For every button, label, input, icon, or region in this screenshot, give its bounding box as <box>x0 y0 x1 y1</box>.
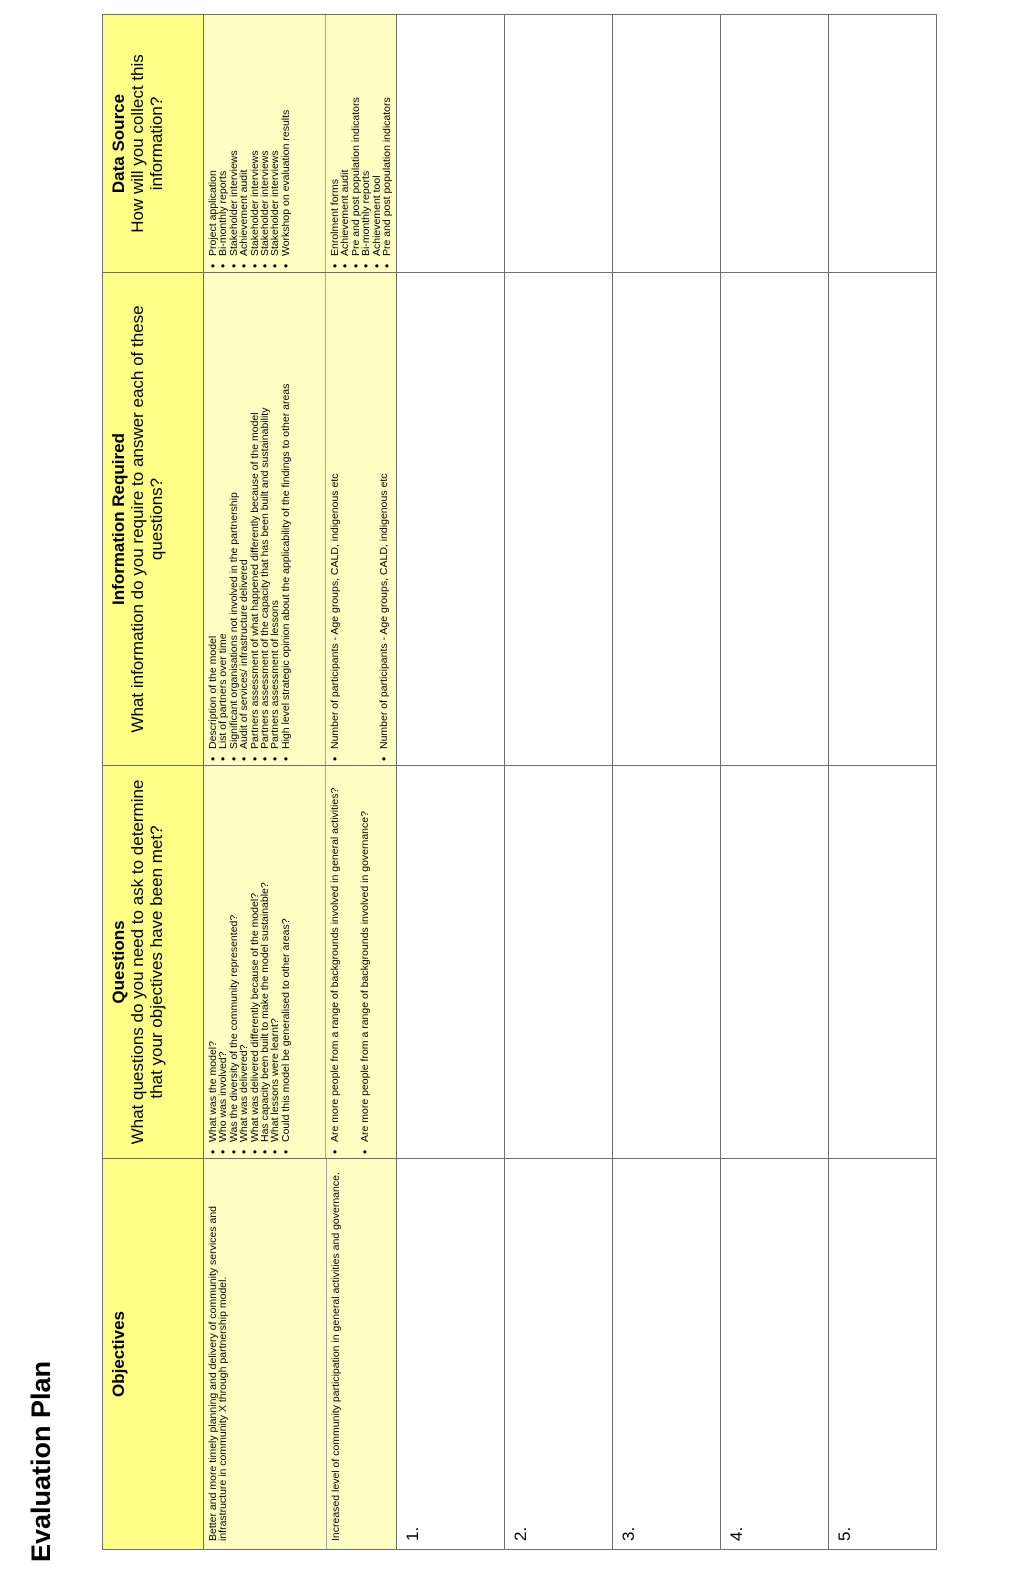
example-information-cell <box>204 273 397 766</box>
list-item: • Partners assessment of the capacity that has been built and sustainability <box>260 279 270 749</box>
information-list <box>325 273 394 765</box>
list-item: • High level strategic opinion about the applicability of the findings to other areas <box>281 279 291 749</box>
list-item: • Achievement tool <box>372 21 382 256</box>
row-number: 5. <box>835 1526 855 1541</box>
list-item: • Could this model be generalised to other areas? <box>281 772 291 1142</box>
list-item: • Bi-monthly reports <box>361 21 371 256</box>
information-cell[interactable] <box>721 273 829 766</box>
list-item: • Number of participants - Age groups, CALD, indigenous etc <box>330 279 340 749</box>
list-item: • Achievement audit <box>239 21 249 256</box>
row-number: 4. <box>727 1526 747 1541</box>
header-title: Questions <box>109 920 128 1004</box>
row-number: 2. <box>511 1526 531 1541</box>
example-objectives-cell <box>204 1159 397 1550</box>
information-cell[interactable] <box>829 273 937 766</box>
list-item: • Stakeholder interviews <box>229 21 239 256</box>
list-item: • What was the model? <box>208 772 218 1142</box>
header-title: Objectives <box>109 1311 128 1397</box>
objective-text: Better and more timely planning and delivery of community services and infrastructure in community X through partnership model. <box>207 1206 230 1541</box>
list-item: • Are more people from a range of backgrounds involved in governance? <box>360 772 370 1142</box>
table-row <box>505 15 613 1550</box>
header-subtitle: What questions do you need to ask to determine that your objectives have been met? <box>128 779 166 1145</box>
objective-text: Increased level of community participation in general activities and governance. <box>326 1159 347 1549</box>
question-list <box>325 766 375 1158</box>
header-subtitle: What information do you require to answer each of these questions? <box>128 305 166 733</box>
list-item: • Project application <box>208 21 218 256</box>
header-subtitle: How will you collect this information? <box>128 54 166 233</box>
objective-cell[interactable] <box>505 1159 613 1550</box>
list-item: • Pre and post population indicators <box>351 21 361 256</box>
list-item: • Bi-monthly reports <box>218 21 228 256</box>
information-list <box>204 273 325 765</box>
information-cell[interactable] <box>613 273 721 766</box>
data-source-list <box>204 15 325 272</box>
questions-cell[interactable] <box>613 766 721 1159</box>
list-item: • Achievement audit <box>340 21 350 256</box>
list-item: • Who was involved? <box>218 772 228 1142</box>
information-cell[interactable] <box>397 273 505 766</box>
header-title: Information Required <box>109 433 128 605</box>
header-questions <box>103 766 204 1159</box>
list-item: • Partners assessment of what happened differently because of the model <box>250 279 260 749</box>
list-item: • Workshop on evaluation results <box>281 21 291 256</box>
list-item: • Number of participants - Age groups, CALD, indigenous etc <box>379 279 389 749</box>
list-item: • Description of the model <box>208 279 218 749</box>
list-item: • Are more people from a range of backgrounds involved in general activities? <box>330 772 340 1142</box>
list-item: • What was delivered differently because of the model? <box>250 772 260 1142</box>
objective-cell[interactable] <box>829 1159 937 1550</box>
row-number: 3. <box>619 1526 639 1541</box>
list-item: • Significant organisations not involved in the partnership <box>229 279 239 749</box>
data-source-list <box>325 15 396 272</box>
header-row <box>103 15 204 1550</box>
data-source-cell[interactable] <box>505 15 613 273</box>
list-item: • Enrolment forms <box>330 21 340 256</box>
list-item: • Stakeholder interviews <box>250 21 260 256</box>
example-data-source-cell <box>204 15 397 273</box>
evaluation-plan-table <box>102 14 937 1550</box>
example-questions-cell <box>204 766 397 1159</box>
table-row <box>721 15 829 1550</box>
list-item: • Pre and post population indicators <box>382 21 392 256</box>
objective-cell[interactable] <box>613 1159 721 1550</box>
questions-cell[interactable] <box>829 766 937 1159</box>
list-item: • Audit of services/ infrastructure delivered <box>239 279 249 749</box>
list-item: • What was delivered? <box>239 772 249 1142</box>
list-item: • List of partners over time <box>218 279 228 749</box>
data-source-cell[interactable] <box>829 15 937 273</box>
list-item: • Was the diversity of the community represented? <box>229 772 239 1142</box>
data-source-cell[interactable] <box>613 15 721 273</box>
question-list <box>204 766 325 1158</box>
list-item: • Stakeholder interviews <box>260 21 270 256</box>
example-row <box>204 15 397 1550</box>
table-row <box>829 15 937 1550</box>
header-data-source <box>103 15 204 273</box>
information-cell[interactable] <box>505 273 613 766</box>
header-information-required <box>103 273 204 766</box>
table-row <box>613 15 721 1550</box>
header-title: Data Source <box>109 93 128 194</box>
header-objectives <box>103 1159 204 1550</box>
list-item: • Stakeholder interviews <box>270 21 280 256</box>
data-source-cell[interactable] <box>397 15 505 273</box>
page-title: Evaluation Plan <box>26 1360 56 1562</box>
table-row <box>397 15 505 1550</box>
list-item: • What lessons were learnt? <box>270 772 280 1142</box>
list-item: • Partners assessment of lessons <box>270 279 280 749</box>
questions-cell[interactable] <box>397 766 505 1159</box>
row-number: 1. <box>403 1526 423 1541</box>
list-item: • Has capacity been built to make the model sustainable? <box>260 772 270 1142</box>
objective-cell[interactable] <box>397 1159 505 1550</box>
questions-cell[interactable] <box>505 766 613 1159</box>
data-source-cell[interactable] <box>721 15 829 273</box>
questions-cell[interactable] <box>721 766 829 1159</box>
objective-cell[interactable] <box>721 1159 829 1550</box>
